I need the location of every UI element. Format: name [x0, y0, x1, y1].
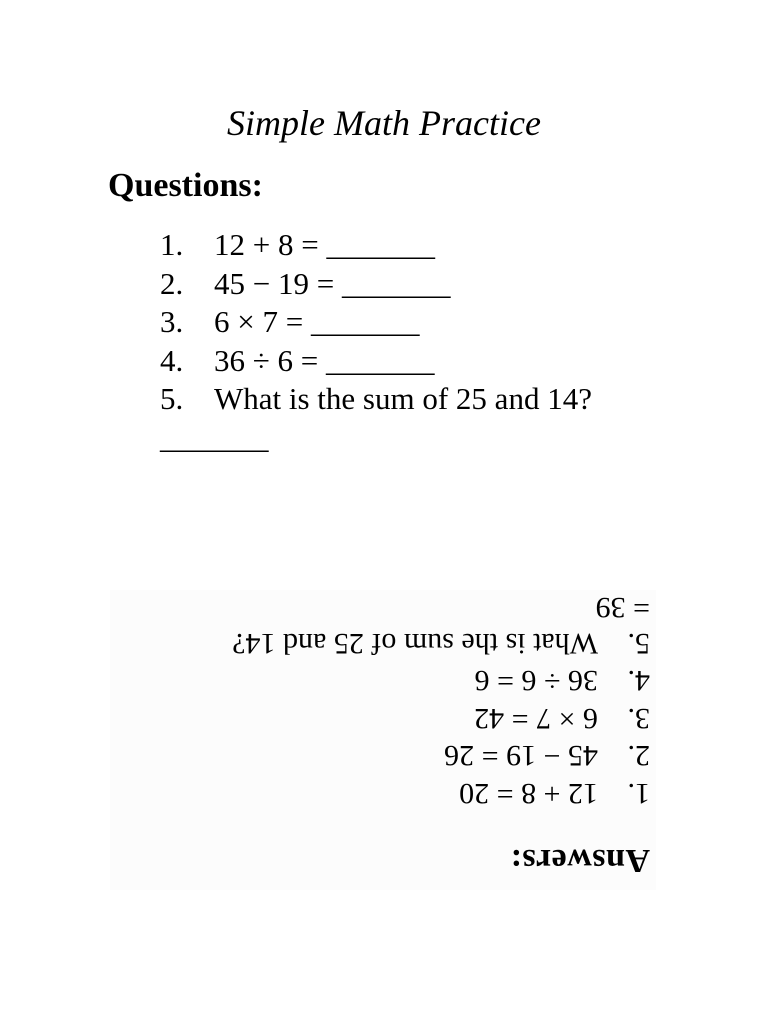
- questions-list: [160, 226, 592, 419]
- question-text: 45 − 19 = _______: [214, 265, 451, 301]
- answer-item-1: [232, 775, 650, 813]
- question-item-4: [160, 342, 592, 381]
- question-number: 1.: [160, 227, 184, 262]
- answer-number: 4.: [627, 664, 650, 698]
- question-number: 2.: [160, 265, 184, 301]
- answers-heading: Answers:: [510, 842, 650, 879]
- question-item-2: [160, 265, 592, 304]
- answer-5-result: = 39: [595, 591, 650, 624]
- question-number: 4.: [160, 342, 184, 378]
- page-title: Simple Math Practice: [227, 103, 541, 143]
- question-item-1: [160, 226, 592, 265]
- questions-heading: Questions:: [108, 167, 263, 204]
- answer-text: What is the sum of 25 and 14?: [232, 627, 598, 660]
- answer-number: 2.: [627, 739, 650, 773]
- answer-text: 12 + 8 = 20: [459, 777, 598, 810]
- question-text: 6 × 7 = _______: [214, 304, 420, 339]
- question-number: 5.: [160, 381, 184, 416]
- answer-item-3: [232, 700, 650, 738]
- answer-item-2: [232, 737, 650, 775]
- answer-text: 36 ÷ 6 = 6: [474, 664, 598, 698]
- answers-list: [232, 625, 650, 813]
- answer-text: 6 × 7 = 42: [474, 702, 598, 735]
- question-item-3: [160, 303, 592, 342]
- answer-number: 3.: [627, 702, 650, 735]
- answers-section-upside-down: [110, 590, 656, 890]
- answer-number: 5.: [627, 627, 650, 660]
- question-item-5: [160, 380, 592, 419]
- question-text: 36 ÷ 6 = _______: [214, 342, 435, 378]
- answer-item-4: [232, 662, 650, 700]
- question-text: What is the sum of 25 and 14?: [214, 381, 592, 416]
- question-5-answer-blank: _______: [160, 420, 269, 455]
- answer-text: 45 − 19 = 26: [444, 739, 598, 773]
- answer-item-5: [232, 625, 650, 663]
- answer-number: 1.: [627, 777, 650, 810]
- question-text: 12 + 8 = _______: [214, 227, 435, 262]
- question-number: 3.: [160, 304, 184, 339]
